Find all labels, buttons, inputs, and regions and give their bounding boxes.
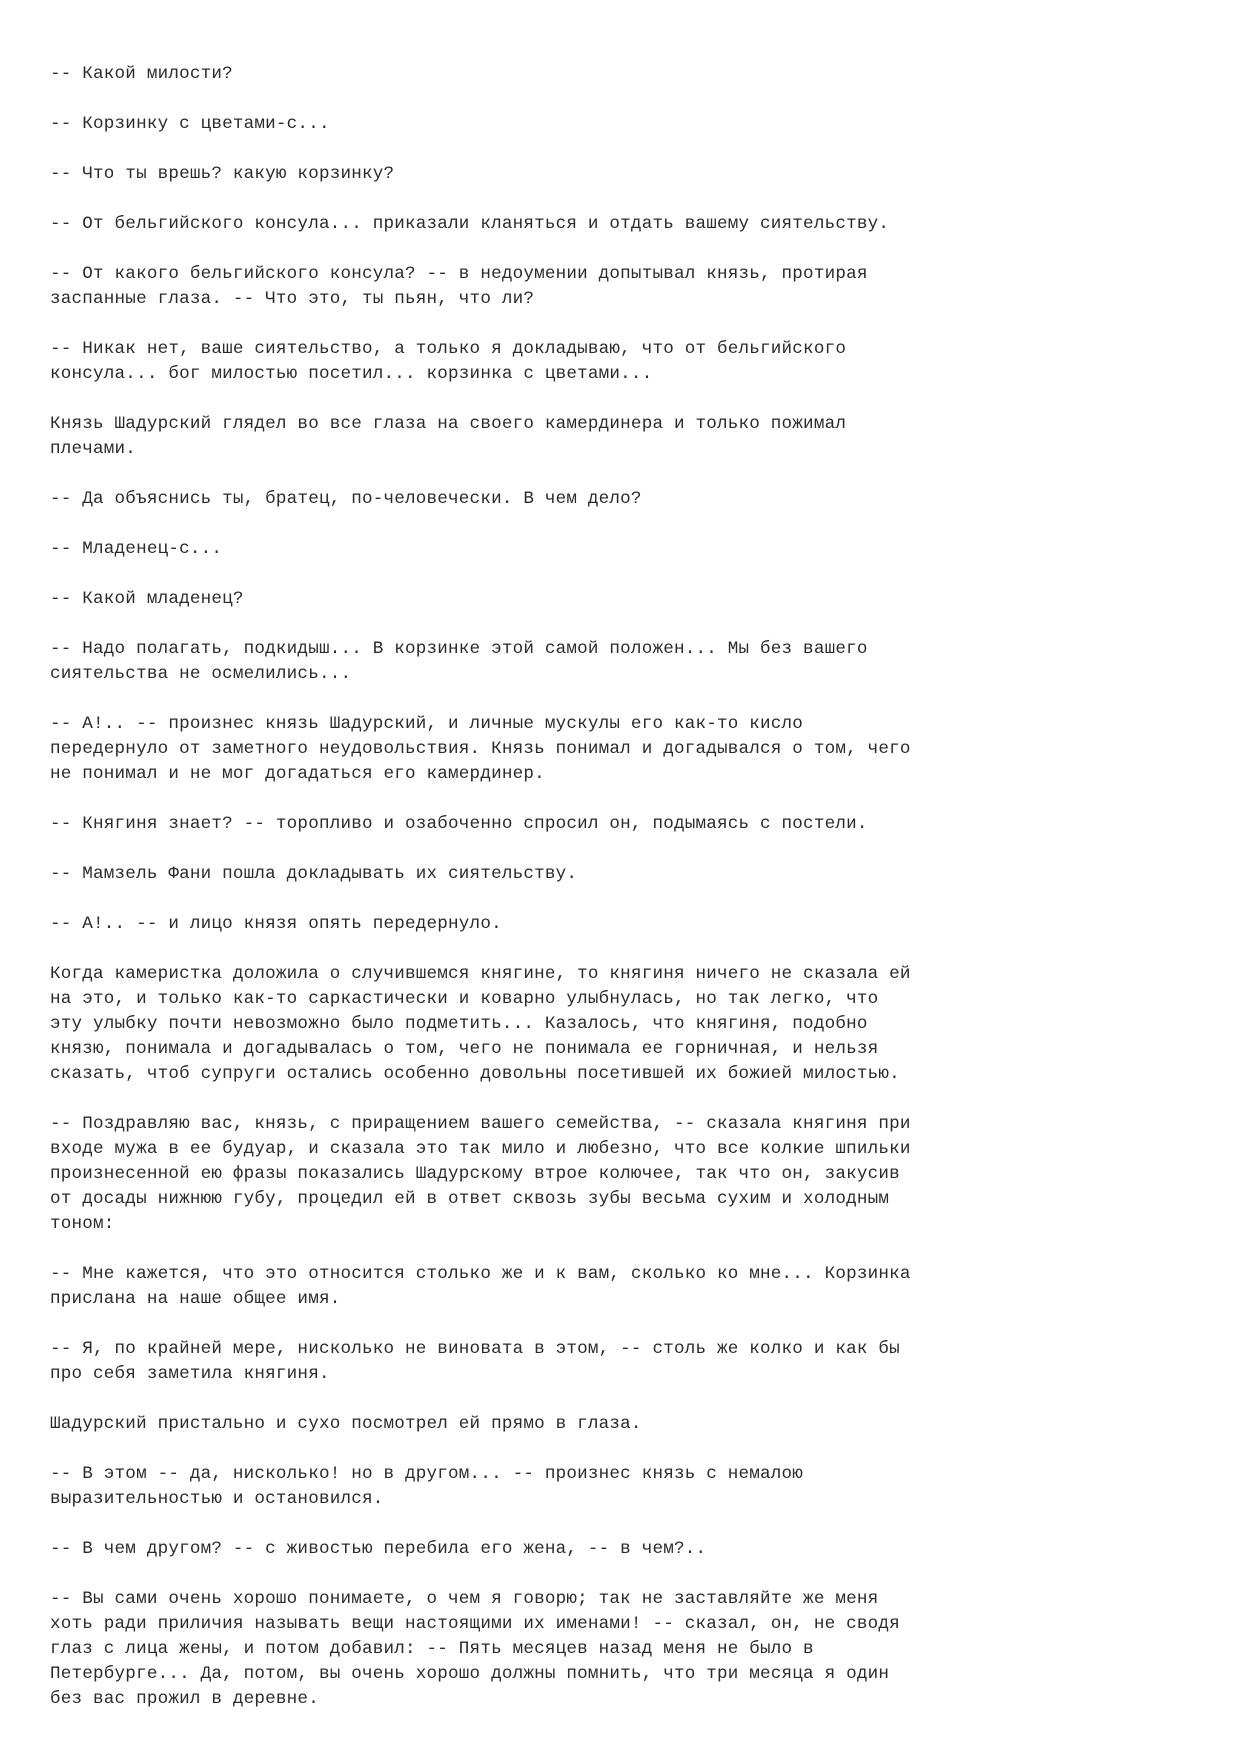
text-line: тоном: (50, 1214, 115, 1234)
text-line: без вас прожил в деревне. (50, 1689, 319, 1709)
paragraph (50, 212, 1200, 237)
text-line: Князь Шадурский глядел во все глаза на своего камердинера и только пожимал (50, 414, 847, 434)
paragraph (50, 637, 1200, 687)
document-page (50, 62, 1200, 1737)
paragraph (50, 1412, 1200, 1437)
text-line: -- В чем другом? -- с живостью перебила его жена, -- в чем?.. (50, 1539, 707, 1559)
text-line: на это, и только как-то саркастически и коварно улыбнулась, но так легко, что (50, 989, 879, 1009)
text-line: -- Какой милости? (50, 64, 233, 84)
text-line: -- Мамзель Фани пошла докладывать их сиятельству. (50, 864, 578, 884)
text-line: -- Что ты врешь? какую корзинку? (50, 164, 395, 184)
paragraph (50, 412, 1200, 462)
paragraph (50, 537, 1200, 562)
text-line: Когда камеристка доложила о случившемся княгине, то княгиня ничего не сказала ей (50, 964, 911, 984)
paragraph (50, 587, 1200, 612)
text-line: входе мужа в ее будуар, и сказала это так мило и любезно, что все колкие шпильки (50, 1139, 911, 1159)
text-line: передернуло от заметного неудовольствия. Князь понимал и догадывался о том, чего (50, 739, 911, 759)
text-line: Петербурге... Да, потом, вы очень хорошо должны помнить, что три месяца я один (50, 1664, 890, 1684)
paragraph (50, 962, 1200, 1087)
text-line: -- Мне кажется, что это относится столько же и к вам, сколько ко мне... Корзинка (50, 1264, 911, 1284)
text-line: эту улыбку почти невозможно было подметить... Казалось, что княгиня, подобно (50, 1014, 868, 1034)
paragraph (50, 62, 1200, 87)
text-line: -- Надо полагать, подкидыш... В корзинке этой самой положен... Мы без вашего (50, 639, 868, 659)
text-line: -- Да объяснись ты, братец, по-человечески. В чем дело? (50, 489, 642, 509)
text-line: Шадурский пристально и сухо посмотрел ей прямо в глаза. (50, 1414, 642, 1434)
text-line: -- Корзинку с цветами-с... (50, 114, 330, 134)
paragraph (50, 1462, 1200, 1512)
text-line: плечами. (50, 439, 137, 459)
paragraph (50, 812, 1200, 837)
paragraph (50, 162, 1200, 187)
paragraph (50, 862, 1200, 887)
text-line: -- Поздравляю вас, князь, с приращением вашего семейства, -- сказала княгиня при (50, 1114, 911, 1134)
paragraph (50, 1587, 1200, 1712)
text-line: прислана на наше общее имя. (50, 1289, 341, 1309)
paragraph (50, 112, 1200, 137)
text-line: про себя заметила княгиня. (50, 1364, 330, 1384)
paragraph (50, 1537, 1200, 1562)
paragraph (50, 337, 1200, 387)
text-line: не понимал и не мог догадаться его камердинер. (50, 764, 545, 784)
paragraph (50, 1337, 1200, 1387)
text-line: -- Княгиня знает? -- торопливо и озабоченно спросил он, подымаясь с постели. (50, 814, 868, 834)
text-line: заспанные глаза. -- Что это, ты пьян, что ли? (50, 289, 535, 309)
paragraph (50, 1262, 1200, 1312)
text-line: -- Я, по крайней мере, нисколько не виновата в этом, -- столь же колко и как бы (50, 1339, 900, 1359)
text-line: -- Никак нет, ваше сиятельство, а только я докладываю, что от бельгийского (50, 339, 847, 359)
text-line: -- Какой младенец? (50, 589, 244, 609)
paragraph (50, 487, 1200, 512)
text-line: консула... бог милостью посетил... корзинка с цветами... (50, 364, 653, 384)
paragraph (50, 712, 1200, 787)
text-line: глаз с лица жены, и потом добавил: -- Пять месяцев назад меня не было в (50, 1639, 814, 1659)
text-line: -- Младенец-с... (50, 539, 223, 559)
text-line: -- А!.. -- произнес князь Шадурский, и личные мускулы его как-то кисло (50, 714, 804, 734)
text-line: хоть ради приличия называть вещи настоящими их именами! -- сказал, он, не сводя (50, 1614, 900, 1634)
text-line: сказать, чтоб супруги остались особенно довольны посетившей их божией милостью. (50, 1064, 900, 1084)
text-line: сиятельства не осмелились... (50, 664, 352, 684)
text-line: князю, понимала и догадывалась о том, чего не понимала ее горничная, и нельзя (50, 1039, 879, 1059)
text-line: -- От какого бельгийского консула? -- в недоумении допытывал князь, протирая (50, 264, 868, 284)
text-line: произнесенной ею фразы показались Шадурскому втрое колючее, так что он, закусив (50, 1164, 900, 1184)
paragraph (50, 912, 1200, 937)
text-line: -- А!.. -- и лицо князя опять передернуло. (50, 914, 502, 934)
text-line: -- От бельгийского консула... приказали кланяться и отдать вашему сиятельству. (50, 214, 890, 234)
text-line: -- В этом -- да, нисколько! но в другом... -- произнес князь с немалою (50, 1464, 804, 1484)
paragraph (50, 1112, 1200, 1237)
paragraph (50, 262, 1200, 312)
text-line: -- Вы сами очень хорошо понимаете, о чем я говорю; так не заставляйте же меня (50, 1589, 879, 1609)
text-line: выразительностью и остановился. (50, 1489, 384, 1509)
text-line: от досады нижнюю губу, процедил ей в ответ сквозь зубы весьма сухим и холодным (50, 1189, 890, 1209)
